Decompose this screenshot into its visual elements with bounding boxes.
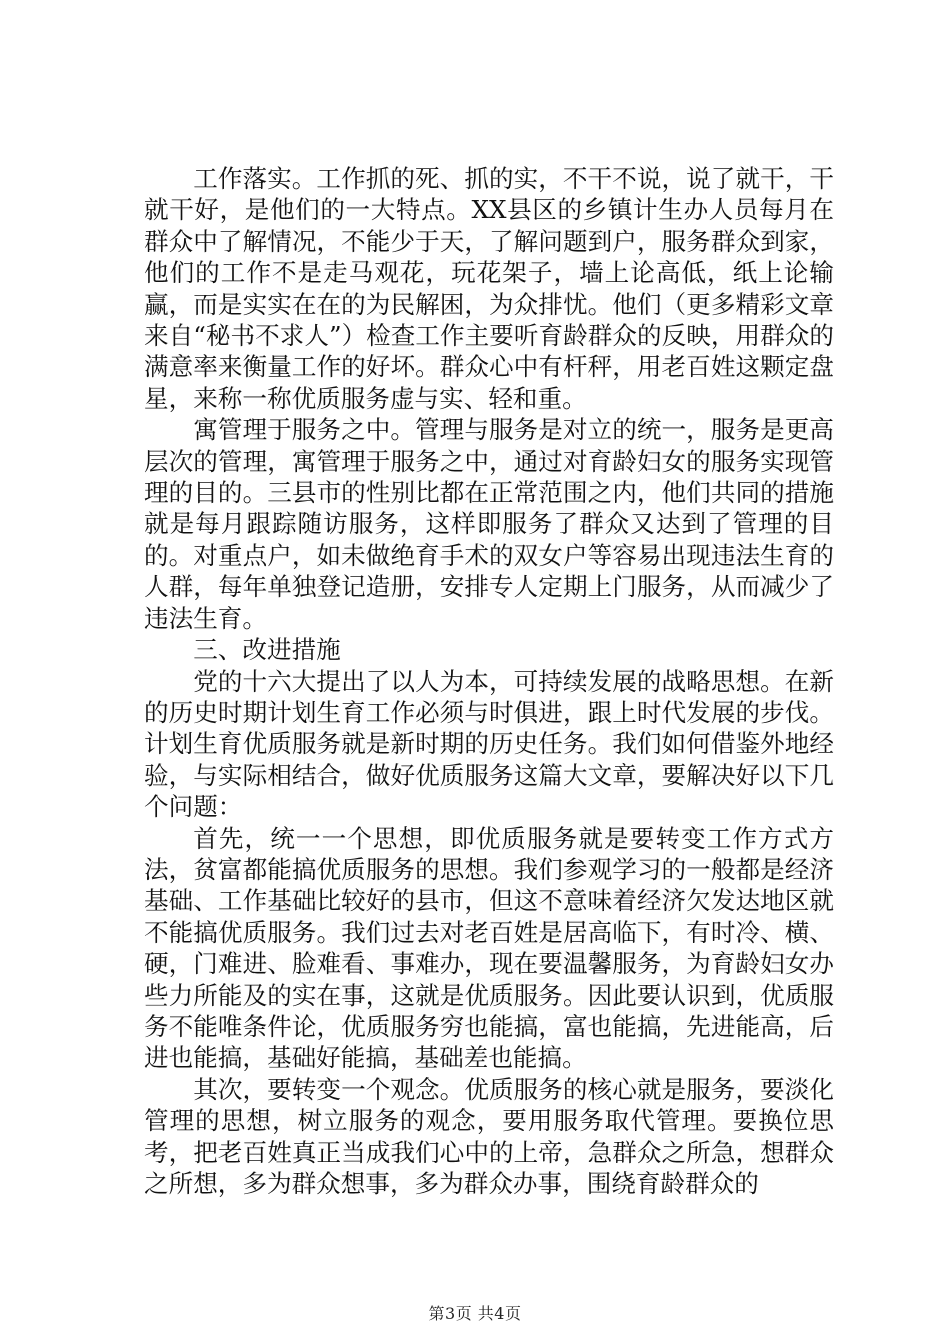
page-number-footer: 第3页 共4页 [428, 1304, 522, 1323]
section-heading-improvement-measures: 三、改进措施 [193, 635, 341, 665]
paragraph-party-congress: 党的十六大提出了以人为本，可持续发展的战略思想。在新的历史时期计划生育工作必须与时俱进，跟上时代发展的步伐。计划生育优质服务就是新时期的历史任务。我们如何借鉴外地经验，与实际相结合，做好优质服务这篇大文章，要解决好以下几个问题： [144, 666, 834, 822]
paragraph-second-change-concept: 其次，要转变一个观念。优质服务的核心就是服务，要淡化管理的思想，树立服务的观念，要用服务取代管理。要换位思考，把老百姓真正当成我们心中的上帝，急群众之所急，想群众之所想，多为群众想事，多为群众办事，围绕育龄群众的 [144, 1074, 834, 1198]
document-body [144, 163, 834, 1199]
paragraph-work-implementation: 工作落实。工作抓的死、抓的实，不干不说，说了就干，干就干好，是他们的一大特点。XX县区的乡镇计生办人员每月在群众中了解情况，不能少于天，了解问题到户，服务群众到家，他们的工作不是走马观花，玩花架子，墙上论高低，纸上论输赢，而是实实在在的为民解困，为众排忧。他们（更多精彩文章来自“秘书不求人”）检查工作主要听育龄群众的反映，用群众的满意率来衡量工作的好坏。群众心中有杆秤，用老百姓这颗定盘星，来称一称优质服务虚与实、轻和重。 [144, 164, 834, 413]
paragraph-first-unify-thinking: 首先，统一一个思想，即优质服务就是要转变工作方式方法，贫富都能搞优质服务的思想。我们参观学习的一般都是经济基础、工作基础比较好的县市，但这不意味着经济欠发达地区就不能搞优质服务。我们过去对老百姓是居高临下，有时冷、横、硬，门难进、脸难看、事难办，现在要温馨服务，为育龄妇女办些力所能及的实在事，这就是优质服务。因此要认识到，优质服务不能唯条件论，优质服务穷也能搞，富也能搞，先进能高，后进也能搞，基础好能搞，基础差也能搞。 [144, 823, 834, 1073]
paragraph-management-in-service: 寓管理于服务之中。管理与服务是对立的统一，服务是更高层次的管理，寓管理于服务之中，通过对育龄妇女的服务实现管理的目的。三县市的性别比都在正常范围之内，他们共同的措施就是每月跟踪随访服务，这样即服务了群众又达到了管理的目的。对重点户，如未做绝育手术的双女户等容易出现违法生育的人群，每年单独登记造册，安排专人定期上门服务，从而减少了违法生育。 [144, 415, 834, 633]
